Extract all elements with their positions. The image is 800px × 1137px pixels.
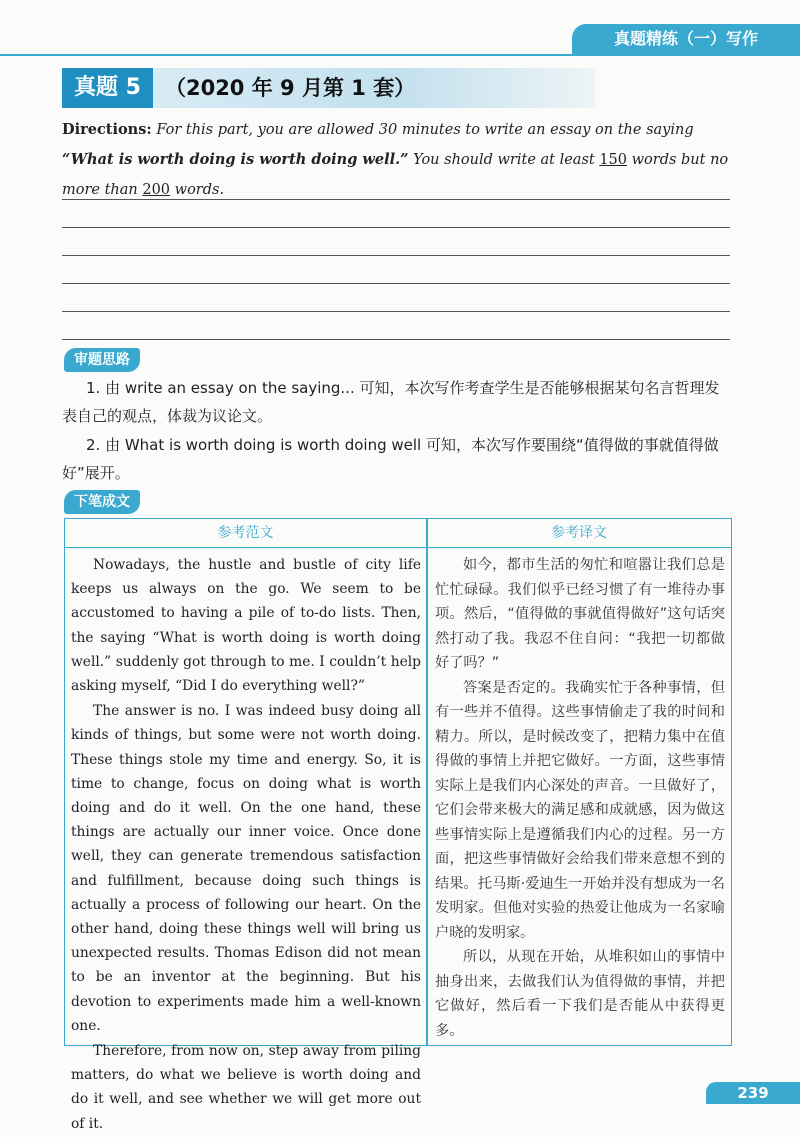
directions-max-words: 200 (142, 182, 171, 198)
table-header-row (65, 519, 731, 548)
answer-line (62, 283, 730, 284)
directions-text-4: words. (170, 182, 225, 198)
translation-column-header: 参考译文 (551, 525, 607, 541)
essay-column-header: 参考范文 (217, 525, 274, 541)
directions-lead: Directions: (62, 121, 152, 138)
answer-line (62, 339, 730, 340)
directions-quote: “What is worth doing is worth doing well.” (62, 151, 409, 168)
translation-paragraph: 答案是否定的。我确实忙于各种事情，但有一些并不值得。这些事情偷走了我的时间和精力。所以，是时候改变了，把精力集中在值得做的事情上并把它做好。一方面，这些事情实际上是我们内心深处的声音。一旦做好了，它们会带来极大的满足感和成就感，因为做这些事情实际上是遵循我们内心的过程。另一方面，把这些事情做好会给我们带来意想不到的结果。托马斯·爱迪生一开始并没有想成为一名发明家。但他对实验的热爱让他成为一名家喻户晓的发明家。 (435, 679, 725, 941)
answer-line (62, 227, 730, 228)
analysis-item: 2. 由 What is worth doing is worth doing well 可知，本次写作要围绕“值得做的事就值得做好”展开。 (62, 436, 719, 482)
column-divider (426, 519, 428, 1045)
essay-table (64, 518, 732, 1132)
essay-column (71, 553, 421, 1137)
translation-paragraph: 所以，从现在开始，从堆积如山的事情中抽身出来，去做我们认为值得做的事情，并把它做好，然后看一下我们是否能从中获得更多。 (435, 949, 725, 1039)
title-tag: 真题 5 (62, 68, 153, 108)
page-number: 239 (706, 1082, 800, 1104)
essay-paragraph: Nowadays, the hustle and bustle of city life keeps us always on the go. We seem to be accustomed to having a pile of to-do lists. Then, the saying “What is worth doing is worth doing well.” suddenly got through to me. I couldn’t help asking myself, “Did I do everything well?” (71, 557, 421, 695)
translation-paragraph: 如今，都市生活的匆忙和喧嚣让我们总是忙忙碌碌。我们似乎已经习惯了有一堆待办事项。然后，“值得做的事就值得做好”这句话突然打动了我。我忍不住自问：“我把一切都做好了吗？” (435, 557, 725, 671)
directions-text-1: For this part, you are allowed 30 minutes to write an essay on the saying (151, 122, 694, 138)
title-subtitle: （2020 年 9 月第 1 套） (153, 68, 595, 108)
essay-paragraph: Therefore, from now on, step away from piling matters, do what we believe is worth doing and do it well, and see whether we will get more out of it. (71, 1043, 421, 1132)
section-tab: 真题精练（一）写作 (572, 24, 800, 54)
directions-text-2: You should write at least (408, 152, 600, 168)
writing-label: 下笔成文 (64, 490, 140, 514)
directions-min-words: 150 (599, 152, 628, 168)
directions-text-3: words but no more than (62, 152, 729, 198)
answer-line (62, 199, 730, 200)
analysis-section (62, 374, 734, 488)
header-rule (0, 54, 800, 56)
directions (62, 115, 734, 205)
answer-line (62, 311, 730, 312)
translation-column (435, 553, 725, 1043)
analysis-item: 1. 由 write an essay on the saying... 可知，本次写作考查学生是否能够根据某句名言哲理发表自己的观点，体裁为议论文。 (62, 379, 720, 425)
answer-line (62, 255, 730, 256)
essay-paragraph: The answer is no. I was indeed busy doing all kinds of things, but some were not worth doing. These things stole my time and energy. So, it is time to change, focus on doing what is worth doing and do it well. On the one hand, these things are actually our inner voice. Once done well, they can generate tremendous satisfaction and fulfillment, because doing such things is actually a process of following our heart. On the other hand, doing these things well will bring us unexpected results. Thomas Edison did not mean to be an inventor at the beginning. But his devotion to experiments made him a well-known one. (71, 703, 421, 1034)
page-title (62, 68, 595, 108)
analysis-label: 审题思路 (64, 348, 140, 372)
